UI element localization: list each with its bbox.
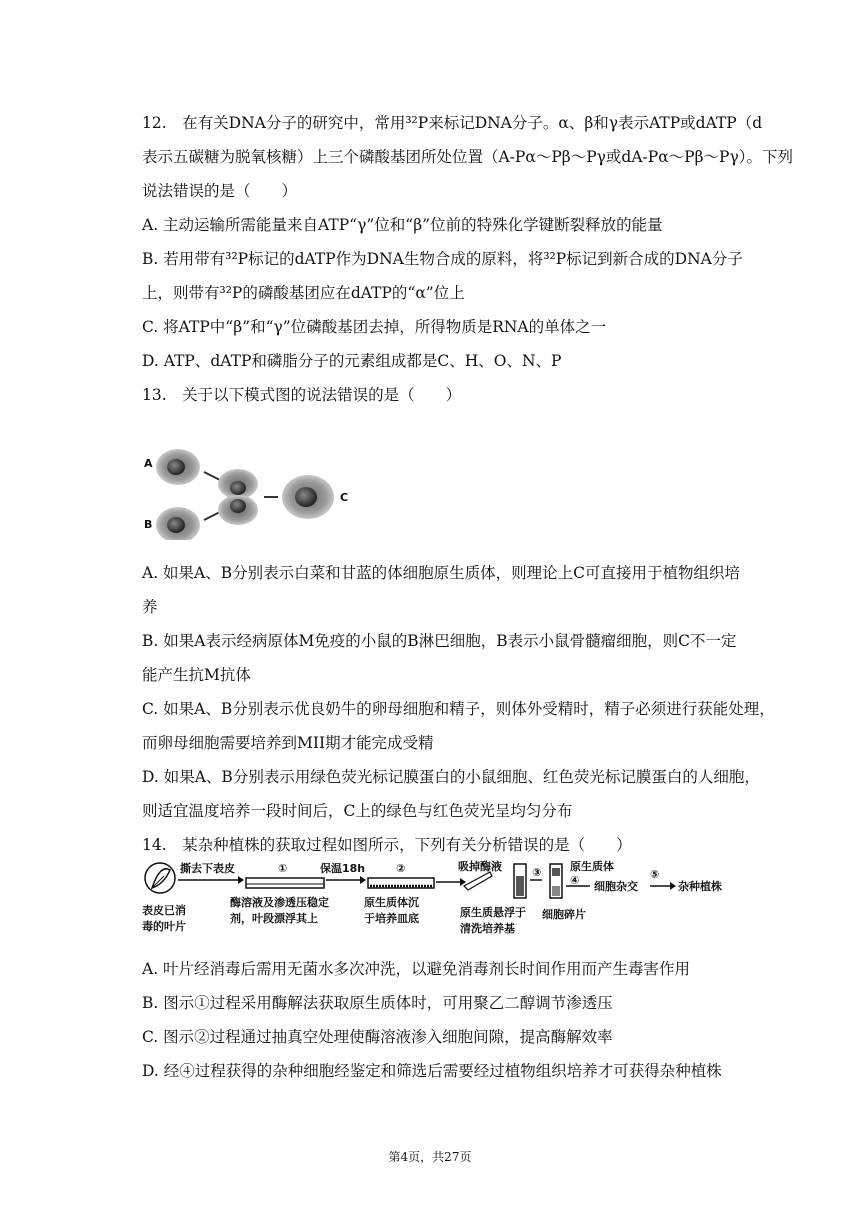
q13-option-c-line1: C. 如果A、B分别表示优良奶牛的卵母细胞和精子，则体外受精时，精子必须进行获能处理， bbox=[142, 700, 775, 718]
leaf-label-1: 表皮已消 bbox=[142, 904, 186, 917]
label-b: B bbox=[144, 518, 153, 531]
fusion-label: 细胞杂交 bbox=[594, 880, 638, 893]
q14-option-a: A. 叶片经消毒后需用无菌水多次冲洗，以避免消毒剂长时间作用而产生毒害作用 bbox=[142, 960, 691, 978]
q13-stem: 13. 关于以下模式图的说法错误的是（ ） bbox=[142, 386, 462, 404]
q13-option-d-line1: D. 如果A、B分别表示用绿色荧光标记膜蛋白的小鼠细胞、红色荧光标记膜蛋白的人细胞， bbox=[142, 768, 760, 786]
q12-line3: 说法错误的是（ ） bbox=[142, 182, 298, 200]
tube-2-protoplast bbox=[552, 868, 560, 876]
cell-c-nucleus bbox=[295, 487, 317, 507]
q12-option-b-line2: 上，则带有³²P的磷酸基团应在dATP的“α”位上 bbox=[142, 284, 465, 302]
step3-number: ③ bbox=[532, 866, 542, 879]
label-c: C bbox=[340, 491, 349, 504]
q13-option-a-line2: 养 bbox=[142, 598, 158, 616]
q12-line1: 12. 在有关DNA分子的研究中，常用³²P来标记DNA分子。α、β和γ表示ATP或dATP（d bbox=[142, 114, 763, 132]
cell-b-nucleus bbox=[167, 517, 185, 533]
arrow-a bbox=[204, 472, 220, 480]
hybrid-label: 杂种植株 bbox=[678, 880, 722, 893]
label-a: A bbox=[144, 457, 153, 470]
hybrid-plant-process-figure bbox=[142, 858, 742, 948]
step1-dish bbox=[246, 878, 324, 888]
leaf-icon bbox=[145, 863, 175, 893]
step5-number: ⑤ bbox=[650, 868, 660, 881]
q13-option-a-line1: A. 如果A、B分别表示白菜和甘蓝的体细胞原生质体，则理论上C可直接用于植物组织培 bbox=[142, 564, 740, 582]
q13-option-b-line2: 能产生抗M抗体 bbox=[142, 666, 251, 684]
q14-option-d: D. 经④过程获得的杂种细胞经鉴定和筛选后需要经过植物组织培养才可获得杂种植株 bbox=[142, 1062, 722, 1080]
q14-option-c: C. 图示②过程通过抽真空处理使酶溶液渗入细胞间隙，提高酶解效率 bbox=[142, 1028, 613, 1046]
q12-line2: 表示五碳糖为脱氧核糖）上三个磷酸基团所处位置（A-Pα～Pβ～Pγ或dA-Pα～Pβ～Pγ）。下列 bbox=[142, 148, 793, 166]
q12-option-a: A. 主动运输所需能量来自ATP“γ”位和“β”位前的特殊化学键断裂释放的能量 bbox=[142, 216, 663, 234]
step-float-text-1: 原生质悬浮于 bbox=[460, 906, 526, 919]
pipette-icon bbox=[464, 872, 492, 890]
fusing-nucleus-bottom bbox=[230, 499, 246, 513]
arrow-step5-head bbox=[670, 882, 676, 890]
step-warm-label: 保温18h bbox=[320, 862, 366, 875]
cell-fusion-figure bbox=[142, 440, 362, 540]
q13-option-d-line2: 则适宜温度培养一段时间后，C上的绿色与红色荧光呈均匀分布 bbox=[142, 802, 573, 820]
step-remove-label: 吸掉酶液 bbox=[458, 860, 502, 873]
protoplast-label: 原生质体 bbox=[570, 860, 614, 873]
step2-text-2: 于培养皿底 bbox=[364, 912, 419, 925]
q13-option-c-line2: 而卵母细胞需要培养到MII期才能完成受精 bbox=[142, 734, 434, 752]
step-float-text-2: 清洗培养基 bbox=[460, 922, 515, 935]
q13-option-b-line1: B. 如果A表示经病原体M免疫的小鼠的B淋巴细胞，B表示小鼠骨髓瘤细胞，则C不一定 bbox=[142, 632, 737, 650]
page-footer: 第4页，共27页 bbox=[388, 1150, 472, 1164]
step2-number: ② bbox=[396, 862, 406, 875]
tube-1-content bbox=[516, 876, 524, 896]
debris-label: 细胞碎片 bbox=[542, 908, 586, 921]
arrow-warm-head bbox=[360, 876, 366, 884]
cell-a-nucleus bbox=[167, 459, 185, 475]
arrow-b bbox=[204, 512, 220, 520]
step1-text-1: 酶溶液及渗透压稳定 bbox=[230, 896, 329, 909]
fusing-nucleus-top bbox=[230, 481, 246, 495]
step1-text-2: 剂，叶段漂浮其上 bbox=[230, 912, 318, 925]
step-peel-label: 撕去下表皮 bbox=[180, 862, 235, 875]
leaf-label-2: 毒的叶片 bbox=[142, 920, 186, 933]
step4-number: ④ bbox=[570, 874, 580, 887]
q12-option-c: C. 将ATP中“β”和“γ”位磷酸基团去掉，所得物质是RNA的单体之一 bbox=[142, 318, 607, 336]
q14-option-b: B. 图示①过程采用酶解法获取原生质体时，可用聚乙二醇调节渗透压 bbox=[142, 994, 613, 1012]
q14-stem: 14. 某杂种植株的获取过程如图所示，下列有关分析错误的是（ ） bbox=[142, 836, 632, 854]
step2-text-1: 原生质体沉 bbox=[364, 896, 419, 909]
q12-option-d: D. ATP、dATP和磷脂分子的元素组成都是C、H、O、N、P bbox=[142, 352, 562, 370]
step1-number: ① bbox=[278, 862, 288, 875]
q12-option-b-line1: B. 若用带有³²P标记的dATP作为DNA生物合成的原料，将³²P标记到新合成的DNA分子 bbox=[142, 250, 743, 268]
arrow-peel-head bbox=[238, 876, 244, 884]
tube-2-debris bbox=[552, 886, 560, 896]
